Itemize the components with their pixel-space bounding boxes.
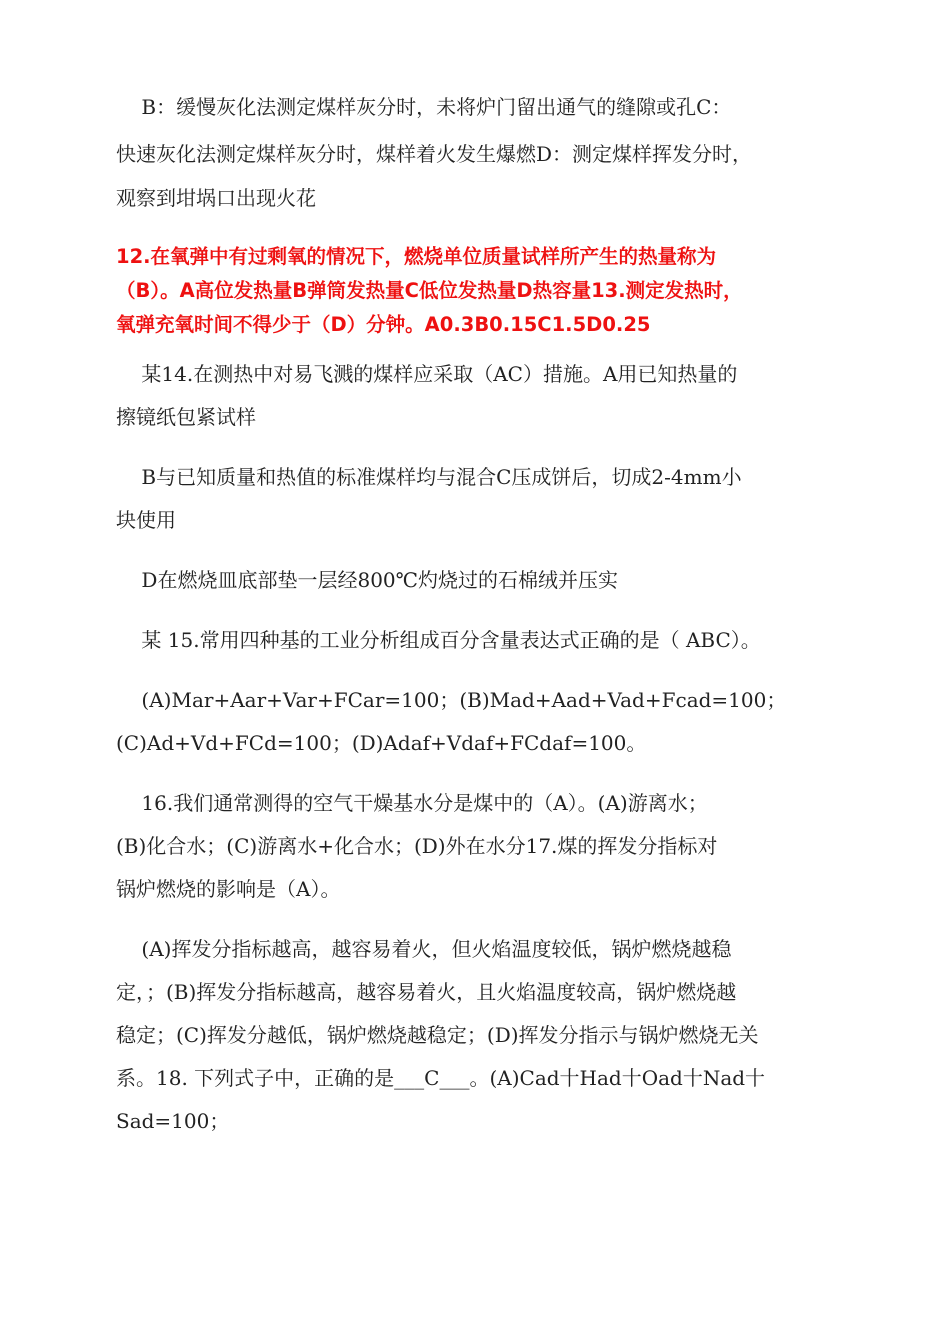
text-line-highlighted: 12.在氧弹中有过剩氧的情况下，燃烧单位质量试样所产生的热量称为 <box>116 245 717 268</box>
text-line: 某 15.常用四种基的工业分析组成百分含量表达式正确的是（ ABC）。 <box>116 628 761 652</box>
text-line: 擦镜纸包紧试样 <box>116 405 256 429</box>
text-line-highlighted: （B）。A高位发热量B弹筒发热量C低位发热量D热容量13.测定发热时， <box>116 279 743 302</box>
text-line: 定，；(B)挥发分指标越高，越容易着火，且火焰温度较高，锅炉燃烧越 <box>116 980 737 1004</box>
text-line: 锅炉燃烧的影响是（A）。 <box>116 877 341 901</box>
text-line: (A)Mar+Aar+Var+FCar=100；(B)Mad+Aad+Vad+Fcad=100； <box>116 688 787 712</box>
text-line-highlighted: 氧弹充氧时间不得少于（D）分钟。A0.3B0.15C1.5D0.25 <box>116 313 651 336</box>
text-line: B与已知质量和热值的标准煤样均与混合C压成饼后，切成2-4mm小 <box>116 465 742 489</box>
text-line: 某14.在测热中对易飞溅的煤样应采取（AC）措施。A用已知热量的 <box>116 362 738 386</box>
text-line: (B)化合水；(C)游离水+化合水；(D)外在水分17.煤的挥发分指标对 <box>116 834 718 858</box>
text-line: 系。18. 下列式子中，正确的是___C___。(A)Cad十Had十Oad十Nad十 <box>116 1066 766 1090</box>
text-line: 16.我们通常测得的空气干燥基水分是煤中的（A）。(A)游离水； <box>116 791 708 815</box>
text-line: (C)Ad+Vd+FCd=100；(D)Adaf+Vdaf+FCdaf=100。 <box>116 731 647 755</box>
text-line: 块使用 <box>116 508 176 532</box>
text-line: D在燃烧皿底部垫一层经800℃灼烧过的石棉绒并压实 <box>116 568 619 592</box>
text-line: 稳定；(C)挥发分越低，锅炉燃烧越稳定；(D)挥发分指示与锅炉燃烧无关 <box>116 1023 759 1047</box>
text-line: 观察到坩埚口出现火花 <box>116 186 316 210</box>
text-line: 快速灰化法测定煤样灰分时，煤样着火发生爆燃D：测定煤样挥发分时， <box>116 142 753 166</box>
text-line: Sad=100； <box>116 1109 230 1133</box>
text-line: (A)挥发分指标越高，越容易着火，但火焰温度较低，锅炉燃烧越稳 <box>116 937 732 961</box>
text-line: B：缓慢灰化法测定煤样灰分时，未将炉门留出通气的缝隙或孔C： <box>116 95 732 119</box>
